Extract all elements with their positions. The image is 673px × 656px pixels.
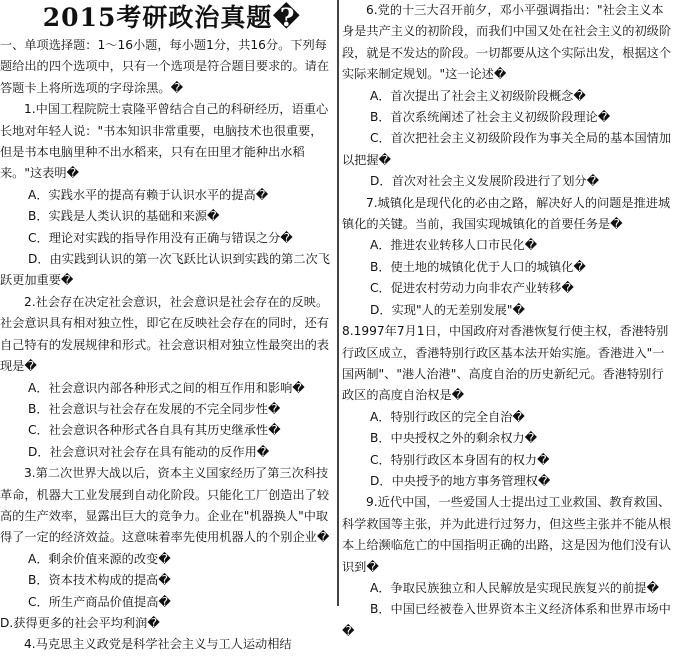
- question-3-option-c: C．所生产商品价值提高�: [28, 594, 171, 609]
- question-6-stem: 6.党的十三大召开前夕，邓小平强调指出："社会主义本身是共产主义的初阶段，而我们中国又处在社会主义的初级阶段，就是不发达的阶段。一切都要从这个实际出发，根据这个实际来制定规划。"这一论述�: [342, 3, 672, 82]
- question-2-option-a: A．社会意识内部各种形式之间的相互作用和影响�: [28, 380, 305, 395]
- column-divider: [337, 0, 339, 606]
- question-1-option-c: C．理论对实践的指导作用没有正确与错误之分�: [28, 230, 293, 245]
- question-2-option-b: B．社会意识与社会存在发展的不完全同步性�: [28, 401, 281, 416]
- question-9-option-a: A．争取民族独立和人民解放是实现民族复兴的前提�: [370, 580, 659, 595]
- question-3-stem: 3.第二次世界大战以后，资本主义国家经历了第三次科技革命，机器大工业发展到自动化阶段。只能化工厂创造出了较高的生产效率，显露出巨大的竞争力。企业在"机器换人"中取得了一定的经济效益。这意味着率先使用机器人的个别企业�: [0, 466, 330, 545]
- right-column: [342, 0, 673, 638]
- question-7-option-a: A．推进农业转移人口市民化�: [370, 238, 538, 253]
- question-7-option-d: D．实现"人的无差别发展"�: [370, 302, 525, 317]
- question-1-stem: 1.中国工程院院士袁隆平曾结合自己的科研经历，语重心长地对年轻人说："书本知识非常重要，电脑技术也很重要，但是书本电脑里种不出水稻来，只有在田里才能种出水稻来。"这表明�: [0, 102, 329, 181]
- question-8-stem: 8.1997年7月1日，中国政府对香港恢复行使主权，香港特别行政区成立，香港特别行政区基本法开始实施。香港进入"一国两制"、"港人治港"、高度自治的历史新纪元。香港特别行政区的高度自治权是�: [342, 324, 669, 403]
- page-title: 2015考研政治真题�: [42, 3, 302, 32]
- question-4-stem: 4.马克思主义政党是科学社会主义与工人运动相结: [24, 637, 292, 652]
- question-6-option-b: B．首次系统阐述了社会主义初级阶段理论�: [370, 110, 611, 125]
- question-7-option-b: B．使土地的城镇化优于人口的城镇化�: [370, 259, 586, 274]
- question-9-option-b: B．中国已经被卷入世界资本主义经济体系和世界市场中�: [342, 602, 671, 638]
- question-1-option-d: D．由实践到认识的第一次飞跃比认识到实践的第二次飞跃更加重要�: [0, 252, 330, 288]
- question-8-option-a: A．特别行政区的完全自治�: [370, 409, 525, 424]
- question-6-option-d: D．首次对社会主义发展阶段进行了划分�: [370, 174, 600, 189]
- question-7-stem: 7.城镇化是现代化的必由之路，解决好人的问题是推进城镇化的关键。当前，我国实现城镇化的首要任务是�: [342, 195, 671, 232]
- question-8-option-b: B．中央授权之外的剩余权力�: [370, 431, 538, 446]
- question-8-option-d: D．中央授予的地方事务管理权�: [370, 473, 551, 488]
- left-column: [0, 0, 334, 652]
- question-1-option-a: A．实践水平的提高有赖于认识水平的提高�: [28, 187, 269, 202]
- question-8-option-c: C．特别行政区本身固有的权力�: [370, 452, 550, 467]
- question-1-option-b: B．实践是人类认识的基础和来源�: [28, 209, 220, 224]
- question-9-stem: 9.近代中国，一些爱国人士提出过工业救国、教育救国、科学救国等主张，并为此进行过努力，但这些主张并不能从根本上给濒临危亡的中国指明正确的出路，这是因为他们没有认识到�: [342, 495, 672, 574]
- question-2-option-c: C．社会意识各种形式各自具有其历史继承性�: [28, 423, 281, 438]
- question-3-option-b: B．资本技术构成的提高�: [28, 573, 171, 588]
- question-6-option-a: A．首次提出了社会主义初级阶段概念�: [370, 88, 586, 103]
- question-2-option-d: D．社会意识对社会存在具有能动的反作用�: [28, 444, 270, 459]
- question-7-option-c: C．促进农村劳动力向非农产业转移�: [370, 281, 574, 296]
- question-2-stem: 2.社会存在决定社会意识，社会意识是社会存在的反映。社会意识具有相对独立性，即它在反映社会存在的同时，还有自己特有的发展规律和形式。社会意识相对独立性最突出的表现是�: [0, 294, 330, 374]
- section-intro: 一、单项选择题：1～16小题，每小题1分，共16分。下列每题给出的四个选项中，只有一个选项是符合题目要求的。请在答题卡上将所选项的字母涂黑。�: [0, 38, 330, 95]
- question-3-option-a: A．剩余价值来源的改变�: [28, 551, 171, 566]
- question-6-option-c: C．首次把社会主义初级阶段作为事关全局的基本国情加以把握�: [342, 131, 672, 167]
- question-3-option-d: D.获得更多的社会平均利润�: [0, 615, 160, 630]
